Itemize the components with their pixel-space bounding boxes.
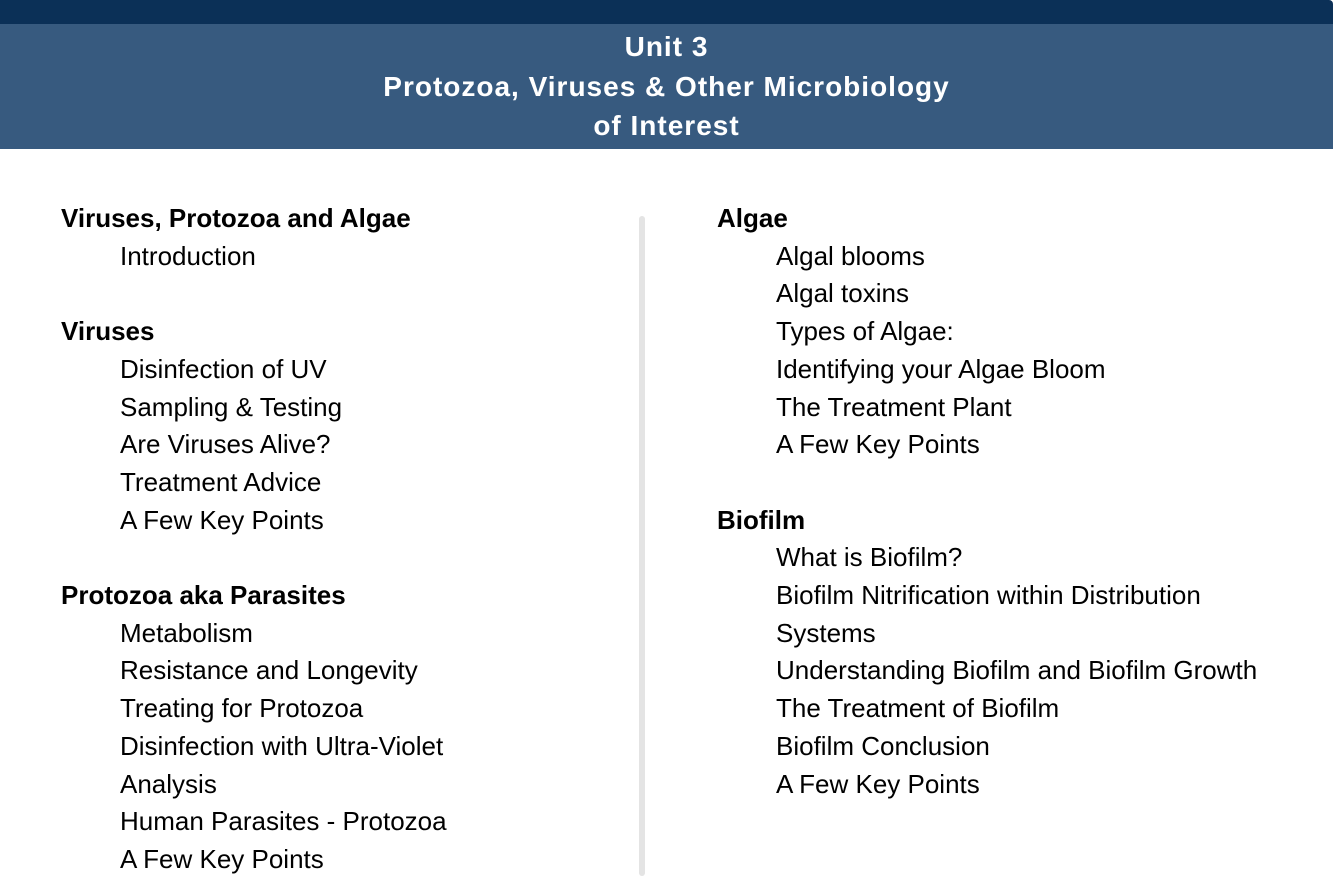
unit-label: Unit 3 (624, 31, 709, 63)
topic-item[interactable]: Types of Algae: (776, 316, 954, 347)
topic-item[interactable]: Resistance and Longevity (120, 655, 418, 686)
right-column (717, 200, 1317, 841)
section-viruses-protozoa-algae (61, 200, 447, 275)
topic-item[interactable]: Introduction (120, 240, 256, 271)
topic-item[interactable]: Treatment Advice (120, 466, 322, 497)
topic-item[interactable]: A Few Key Points (120, 843, 324, 874)
topic-item[interactable]: A Few Key Points (776, 429, 980, 460)
topic-item[interactable]: What is Biofilm? (776, 542, 963, 573)
topic-item[interactable]: Biofilm Conclusion (776, 730, 990, 761)
topic-item[interactable]: Analysis (120, 768, 217, 799)
top-strip (0, 0, 1333, 24)
topic-item[interactable]: The Treatment Plant (776, 391, 1012, 422)
section-protozoa (61, 577, 447, 877)
topic-item[interactable]: Biofilm Nitrification within Distribution Systems (776, 580, 1201, 648)
unit-title: Protozoa, Viruses & Other Microbiology (383, 70, 950, 102)
topic-item[interactable]: Treating for Protozoa (120, 693, 364, 724)
left-column (61, 200, 447, 877)
topic-item[interactable]: Understanding Biofilm and Biofilm Growth (776, 655, 1258, 686)
topic-item[interactable]: Algal blooms (776, 240, 925, 271)
topic-item[interactable]: The Treatment of Biofilm (776, 693, 1060, 724)
section-title[interactable]: Protozoa aka Parasites (61, 580, 346, 610)
section-title[interactable]: Algae (717, 203, 788, 233)
topic-item[interactable]: A Few Key Points (120, 504, 324, 535)
section-title[interactable]: Viruses (61, 316, 155, 347)
section-title[interactable]: Viruses, Protozoa and Algae (61, 203, 411, 233)
topic-item[interactable]: Disinfection with Ultra-Violet (120, 730, 444, 761)
topic-item[interactable]: Identifying your Algae Bloom (776, 353, 1106, 384)
topic-list (717, 539, 1317, 803)
topic-item[interactable]: Sampling & Testing (120, 391, 343, 422)
topic-item[interactable]: Are Viruses Alive? (120, 429, 331, 460)
topic-item[interactable]: Human Parasites - Protozoa (120, 806, 447, 837)
unit-title-continued: of Interest (593, 110, 740, 142)
section-title[interactable]: Biofilm (717, 504, 806, 535)
section-biofilm (717, 502, 1317, 804)
topic-list (61, 615, 447, 877)
topic-item[interactable]: A Few Key Points (776, 768, 980, 799)
topic-list (61, 238, 447, 276)
section-algae (717, 200, 1317, 464)
section-viruses (61, 313, 447, 539)
column-divider (639, 216, 645, 876)
topic-item[interactable]: Disinfection of UV (120, 353, 327, 384)
unit-header (0, 24, 1333, 149)
topic-list (61, 351, 447, 540)
topic-item[interactable]: Algal toxins (776, 278, 909, 309)
topic-list (717, 238, 1317, 464)
topic-item[interactable]: Metabolism (120, 617, 253, 648)
